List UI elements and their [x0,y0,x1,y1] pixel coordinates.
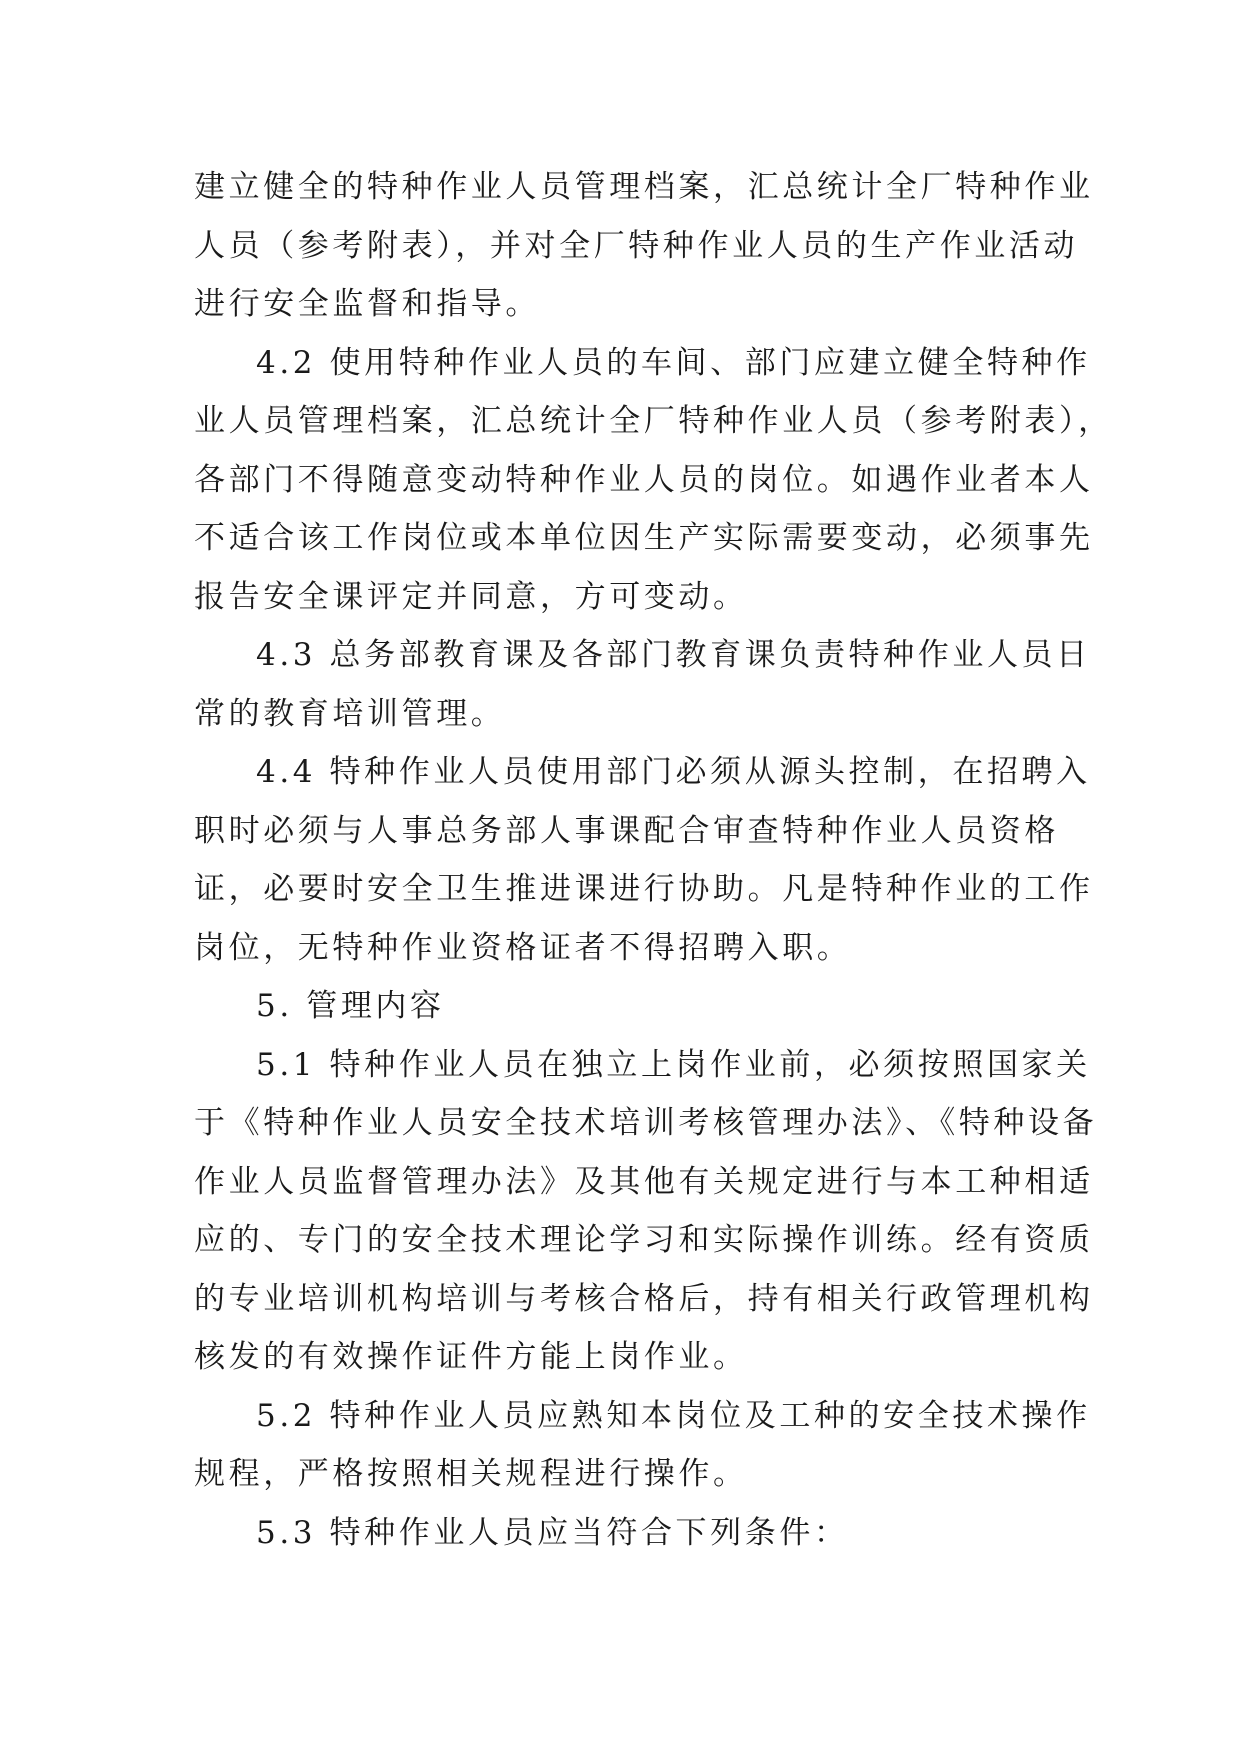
text-line: 各部门不得随意变动特种作业人员的岗位。如遇作业者本人 [194,461,1094,498]
text-line: 报告安全课评定并同意，方可变动。 [194,578,748,615]
text-line: 常的教育培训管理。 [194,695,506,732]
text-line: 规程，严格按照相关规程进行操作。 [194,1456,748,1492]
text-line: 的专业培训机构培训与考核合格后，持有相关行政管理机构 [194,1280,1094,1317]
document-body [194,158,1113,1562]
section-4-2-line: 4.2 使用特种作业人员的车间、部门应建立健全特种作 [256,344,1091,381]
section-5-2-line: 5.2 特种作业人员应熟知本岗位及工种的安全技术操作 [256,1397,1091,1434]
section-5-1-line: 5.1 特种作业人员在独立上岗作业前，必须按照国家关 [256,1046,1091,1083]
text-line: 应的、专门的安全技术理论学习和实际操作训练。经有资质 [194,1222,1094,1258]
text-line: 不适合该工作岗位或本单位因生产实际需要变动，必须事先 [194,520,1094,556]
section-4-3-line: 4.3 总务部教育课及各部门教育课负责特种作业人员日 [256,637,1091,673]
text-line: 进行安全监督和指导。 [194,286,540,322]
text-line: 核发的有效操作证件方能上岗作业。 [194,1339,748,1375]
text-line: 建立健全的特种作业人员管理档案，汇总统计全厂特种作业 [194,169,1094,205]
section-5-3-line: 5.3 特种作业人员应当符合下列条件： [256,1514,849,1551]
text-line: 岗位，无特种作业资格证者不得招聘入职。 [194,929,852,966]
text-line: 于《特种作业人员安全技术培训考核管理办法》、《特种设备 [194,1105,1098,1141]
text-line: 职时必须与人事总务部人事课配合审查特种作业人员资格 [194,812,1059,849]
text-line: 证，必要时安全卫生推进课进行协助。凡是特种作业的工作 [194,871,1094,907]
section-5-heading: 5. 管理内容 [256,988,445,1024]
text-line: 人员（参考附表），并对全厂特种作业人员的生产作业活动 [194,227,1079,264]
text-line: 业人员管理档案，汇总统计全厂特种作业人员（参考附表）， [194,403,1113,439]
text-line: 作业人员监督管理办法》及其他有关规定进行与本工种相适 [194,1163,1094,1200]
section-4-4-line: 4.4 特种作业人员使用部门必须从源头控制，在招聘入 [256,754,1091,790]
